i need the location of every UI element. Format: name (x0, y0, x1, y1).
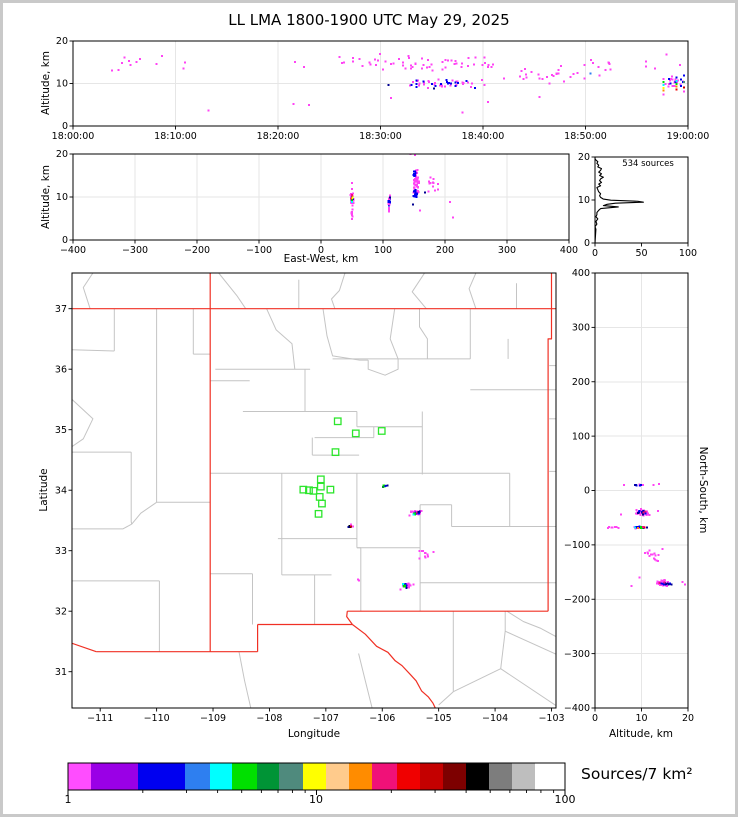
svg-text:0: 0 (591, 713, 599, 724)
svg-text:34: 34 (54, 485, 67, 497)
sources-count-note: 534 sources (622, 159, 674, 169)
svg-text:0: 0 (317, 245, 325, 256)
svg-text:37: 37 (54, 303, 67, 315)
x-axis-label-eastwest: East-West, km (283, 253, 359, 265)
svg-text:100: 100 (373, 245, 393, 256)
svg-text:18:40:00: 18:40:00 (461, 131, 505, 142)
svg-text:32: 32 (54, 606, 67, 618)
svg-text:18:30:00: 18:30:00 (359, 131, 402, 142)
svg-text:−105: −105 (425, 713, 452, 724)
svg-text:−400: −400 (563, 703, 590, 715)
svg-text:200: 200 (571, 376, 590, 388)
svg-text:18:20:00: 18:20:00 (256, 131, 300, 142)
svg-text:−111: −111 (87, 713, 114, 724)
svg-text:−200: −200 (183, 245, 211, 256)
colorbar-tick-100: 100 (554, 793, 576, 806)
colorbar (68, 763, 565, 795)
svg-text:300: 300 (571, 322, 590, 334)
svg-text:50: 50 (635, 248, 648, 259)
svg-text:400: 400 (559, 245, 579, 256)
svg-text:10: 10 (55, 78, 68, 90)
svg-text:36: 36 (54, 364, 67, 376)
colorbar-tick-1: 1 (64, 793, 72, 806)
x-axis-label-altitude-right: Altitude, km (608, 728, 674, 740)
svg-text:−100: −100 (563, 540, 590, 552)
y-axis-label-eastwest-panel: Altitude, km (40, 164, 52, 230)
panel-time-height (52, 36, 710, 142)
panel-map (55, 273, 565, 724)
svg-text:−104: −104 (482, 713, 509, 724)
svg-text:200: 200 (435, 245, 455, 256)
svg-text:31: 31 (54, 666, 67, 678)
svg-text:−300: −300 (121, 245, 149, 256)
svg-text:−300: −300 (563, 648, 590, 660)
panel-northsouth-height (564, 268, 694, 724)
svg-text:20: 20 (55, 36, 68, 48)
svg-text:−109: −109 (199, 713, 227, 724)
svg-text:−103: −103 (538, 713, 565, 724)
svg-text:18:10:00: 18:10:00 (154, 131, 197, 142)
svg-text:19:00:00: 19:00:00 (666, 131, 710, 142)
svg-text:−107: −107 (312, 713, 339, 724)
y-axis-label-latitude: Latitude (38, 468, 50, 512)
svg-text:10: 10 (55, 192, 68, 204)
panel-eastwest-height (56, 149, 578, 256)
svg-text:0: 0 (591, 248, 599, 259)
svg-text:35: 35 (54, 424, 67, 436)
svg-text:0: 0 (583, 238, 590, 250)
svg-text:10: 10 (635, 713, 648, 724)
svg-text:0: 0 (583, 485, 590, 497)
svg-text:0: 0 (61, 121, 68, 133)
svg-text:18:00:00: 18:00:00 (51, 131, 95, 142)
svg-text:33: 33 (54, 545, 67, 557)
colorbar-title: Sources/7 km² (581, 765, 693, 783)
svg-text:−100: −100 (245, 245, 273, 256)
svg-text:0: 0 (61, 235, 68, 247)
svg-text:20: 20 (55, 149, 68, 161)
colorbar-tick-10: 10 (309, 793, 323, 806)
svg-text:100: 100 (571, 431, 590, 443)
svg-text:−110: −110 (143, 713, 170, 724)
svg-text:−108: −108 (256, 713, 283, 724)
svg-text:100: 100 (678, 248, 698, 259)
svg-text:−400: −400 (59, 245, 87, 256)
svg-text:10: 10 (577, 195, 590, 207)
svg-text:18:50:00: 18:50:00 (564, 131, 607, 142)
y-axis-label-northsouth: North-South, km (697, 446, 709, 534)
page-title: LL LMA 1800-1900 UTC May 29, 2025 (228, 11, 510, 29)
svg-text:20: 20 (577, 152, 590, 164)
svg-text:300: 300 (497, 245, 517, 256)
svg-text:20: 20 (681, 713, 695, 724)
x-axis-label-longitude: Longitude (287, 728, 341, 740)
svg-text:400: 400 (571, 268, 590, 280)
svg-text:−106: −106 (369, 713, 396, 724)
y-axis-label-time-panel: Altitude, km (40, 50, 52, 116)
svg-text:−200: −200 (563, 594, 590, 606)
